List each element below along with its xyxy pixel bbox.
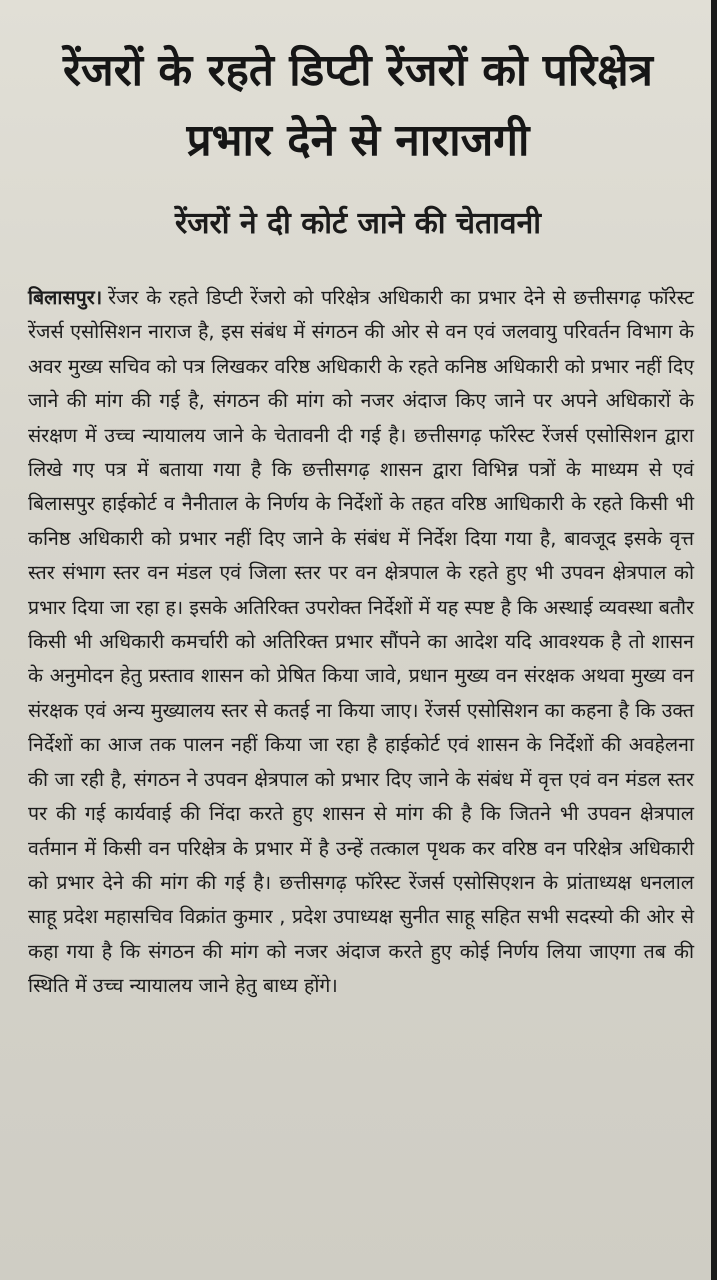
article-body-text: रेंजर के रहते डिप्टी रेंजरो को परिक्षेत्र अधिकारी का प्रभार देने से छत्तीसगढ़ फॉरेस्ट रेंजर्स एसोसिशन नाराज है, इस संबंध में संगठन की ओर से वन एवं जलवायु परिवर्तन विभाग के अवर मुख्य सचिव को पत्र लिखकर वरिष्ठ अधिकारी के रहते कनिष्ठ अधिकारी को प्रभार नहीं दिए जाने की मांग की गई है, संगठन की मांग को नजर अंदाज किए जाने पर अपने अधिकारों के संरक्षण में उच्च न्यायालय जाने के चेतावनी दी गई है। छत्तीसगढ़ फॉरेस्ट रेंजर्स एसोसिशन द्वारा लिखे गए पत्र में बताया गया है कि छत्तीसगढ़ शासन द्वारा विभिन्न पत्रों के माध्यम से एवं बिलासपुर हाईकोर्ट व नैनीताल के निर्णय के निर्देशों के तहत वरिष्ठ आधिकारी के रहते किसी भी कनिष्ठ अधिकारी को प्रभार नहीं दिए जाने के संबंध में निर्देश दिया गया है, बावजूद इसके वृत्त स्तर संभाग स्तर वन मंडल एवं जिला स्तर पर वन क्षेत्रपाल के रहते हुए भी उपवन क्षेत्रपाल को प्रभार दिया जा रहा ह। इसके अतिरिक्त उपरोक्त निर्देशों में यह स्पष्ट है कि अस्थाई व्यवस्था बतौर किसी भी अधिकारी कमर्चारी को अतिरिक्त प्रभार सौंपने का आदेश यदि आवश्यक है तो शासन के अनुमोदन हेतु प्रस्ताव शासन को प्रेषित किया जावे, प्रधान मुख्य वन संरक्षक अथवा मुख्य वन संरक्षक एवं अन्य मुख्यालय स्तर से कतई ना किया जाए। रेंजर्स एसोसिशन का कहना है कि उक्त निर्देशों का आज तक पालन नहीं किया जा रहा है हाईकोर्ट एवं शासन के निर्देशों की अवहेलना की जा रही है, संगठन ने उपवन क्षेत्रपाल को प्रभार दिए जाने के संबंध में वृत्त एवं वन मंडल स्तर पर की गई कार्यवाई की निंदा करते हुए शासन से मांग की है कि जितने भी उपवन क्षेत्रपाल वर्तमान में किसी वन परिक्षेत्र के प्रभार में है उन्हें तत्काल पृथक कर वरिष्ठ वन परिक्षेत्र अधिकारी को प्रभार देने की मांग की गई है। छत्तीसगढ़ फॉरेस्ट रेंजर्स एसोसिएशन के प्रांताध्यक्ष धनलाल साहू प्रदेश महासचिव विक्रांत कुमार , प्रदेश उपाध्यक्ष सुनीत साहू सहित सभी सदस्यो की ओर से कहा गया है कि संगठन की मांग को नजर अंदाज करते हुए कोई निर्णय लिया जाएगा तब की स्थिति में उच्च न्यायालय जाने हेतु बाध्य होंगे। — [28, 286, 694, 998]
dateline: बिलासपुर। — [28, 286, 103, 309]
subheadline: रेंजरों ने दी कोर्ट जाने की चेतावनी — [174, 206, 542, 241]
clipping-edge — [711, 0, 717, 1280]
article-body — [28, 281, 694, 1004]
headline: रेंजरों के रहते डिप्टी रेंजरों को परिक्षेत्र प्रभार देने से नाराजगी — [63, 45, 653, 166]
